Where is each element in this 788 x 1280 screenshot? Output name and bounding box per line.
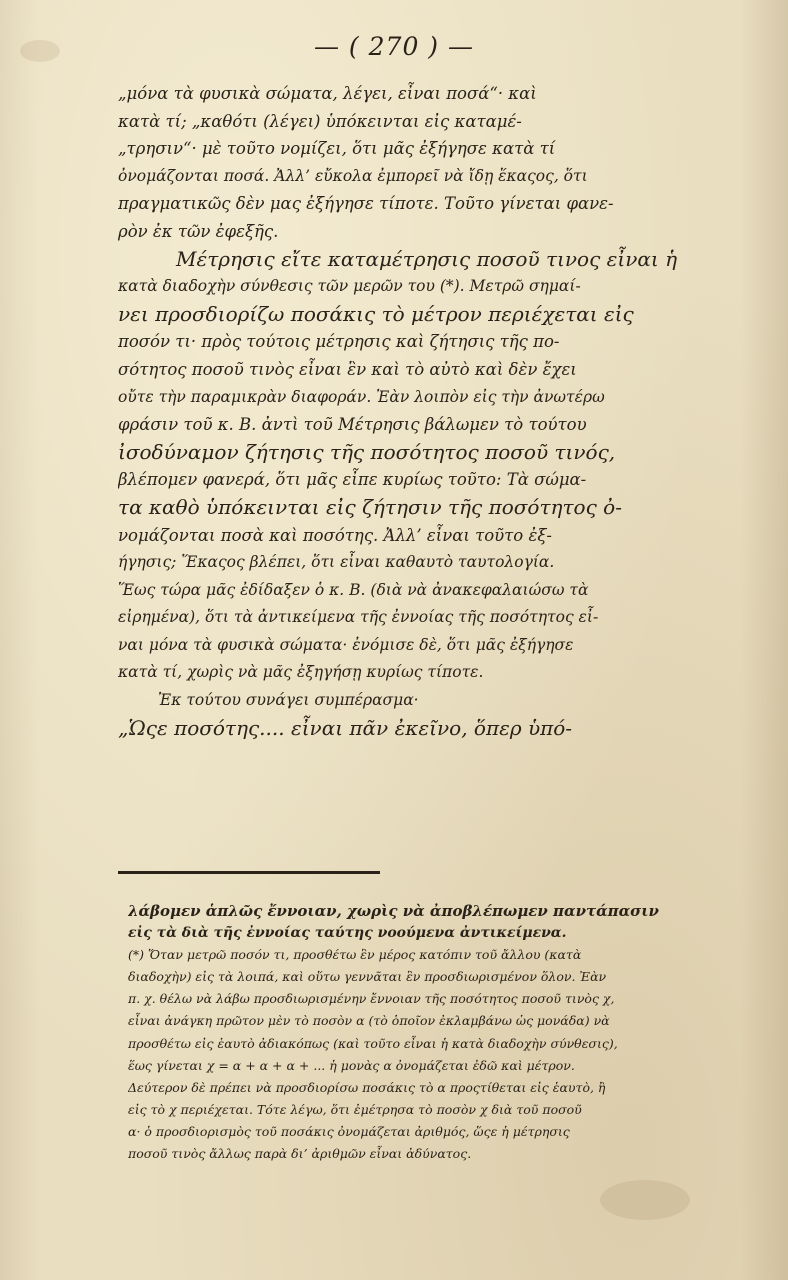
footnote-line: εἰς τὸ χ περιέχεται. Τότε λέγω, ὅτι ἐμέτρησα τὸ ποσὸν χ διὰ τοῦ ποσοῦ bbox=[128, 1101, 582, 1117]
footnote-line: π. χ. θέλω νὰ λάβω προσδιωρισμένην ἔννοιαν τῆς ποσότητος ποσοῦ τινὸς χ, bbox=[128, 991, 615, 1007]
text-line: ποσόν τι· πρὸς τούτοις μέτρησις καὶ ζήτησις τῆς πο- bbox=[118, 332, 560, 352]
text-line: ήγησις; Ἕκαςος βλέπει, ὅτι εἶναι καθαυτὸ ταυτολογία. bbox=[118, 553, 555, 572]
footnote-line: λάβομεν ἁπλῶς ἔννοιαν, χωρὶς νὰ ἀποβλέπωμεν παντάπασιν bbox=[128, 902, 659, 920]
paragraph-start-line: Μέτρησις εἴτε καταμέτρησις ποσοῦ τινος εἶναι ἡ bbox=[176, 246, 678, 271]
text-line: „Ὡςε ποσότης.... εἶναι πᾶν ἐκεῖνο, ὅπερ ὑπό- bbox=[118, 715, 573, 740]
text-line: φράσιν τοῦ κ. Β. ἀντὶ τοῦ Μέτρησις βάλωμεν τὸ τούτου bbox=[118, 415, 587, 435]
footnote-line: προσθέτω εἰς ἑαυτὸ ἀδιακόπως (καὶ τοῦτο εἶναι ἡ κατὰ διαδοχὴν σύνθεσις), bbox=[128, 1035, 618, 1051]
text-line: ναι μόνα τὰ φυσικὰ σώματα· ἐνόμισε δὲ, ὅτι μᾶς ἐξήγησε bbox=[118, 635, 574, 654]
text-line: βλέπομεν φανερά, ὅτι μᾶς εἶπε κυρίως τοῦτο: Τὰ σώμα- bbox=[118, 470, 587, 490]
text-line: σότητος ποσοῦ τινὸς εἶναι ἓν καὶ τὸ αὐτὸ καὶ δὲν ἔχει bbox=[118, 359, 577, 379]
page-number: — ( 270 ) — bbox=[313, 32, 474, 61]
text-line: ρὸν ἐκ τῶν ἐφεξῆς. bbox=[118, 221, 279, 241]
text-line: εἰρημένα), ὅτι τὰ ἀντικείμενα τῆς ἐννοίας τῆς ποσότητος εἶ- bbox=[118, 608, 599, 627]
footnote-line: α· ὁ προσδιορισμὸς τοῦ ποσάκις ὀνομάζεται ἀριθμός, ὥςε ἡ μέτρησις bbox=[128, 1123, 570, 1139]
text-line: κατὰ τί, χωρὶς νὰ μᾶς ἐξηγήσῃ κυρίως τίποτε. bbox=[118, 663, 484, 682]
footnote-line: διαδοχὴν) εἰς τὰ λοιπά, καὶ οὕτω γεννᾶται ἓν προσδιωρισμένον ὅλον. Ἐὰν bbox=[128, 969, 607, 985]
text-line: νει προσδιορίζω ποσάκις τὸ μέτρον περιέχεται εἰς bbox=[118, 301, 634, 326]
footnote-line: Δεύτερον δὲ πρέπει νὰ προσδιορίσω ποσάκις τὸ α προςτίθεται εἰς ἑαυτὸ, ἢ bbox=[128, 1079, 606, 1095]
text-line: πραγματικῶς δὲν μας ἐξήγησε τίποτε. Τοῦτο γίνεται φανε- bbox=[118, 194, 614, 214]
footnote-line: (*) Ὅταν μετρῶ ποσόν τι, προσθέτω ἓν μέρος κατόπιν τοῦ ἄλλου (κατὰ bbox=[128, 947, 582, 963]
text-line: κατὰ τί; „καθότι (λέγει) ὑπόκεινται εἰς καταμέ- bbox=[118, 111, 522, 131]
footnote-line: ἕως γίνεται χ = α + α + α + ... ἡ μονὰς α ὀνομάζεται ἐδῶ καὶ μέτρον. bbox=[128, 1057, 575, 1073]
text-line: νομάζονται ποσὰ καὶ ποσότης. Ἀλλ’ εἶναι τοῦτο ἐξ- bbox=[118, 525, 552, 545]
footnote-line: εἶναι ἀνάγκη πρῶτον μὲν τὸ ποσὸν α (τὸ ὁποῖον ἐκλαμβάνω ὡς μονάδα) νὰ bbox=[128, 1013, 610, 1029]
main-text-block bbox=[118, 80, 758, 742]
footnote-separator-rule bbox=[118, 871, 380, 874]
text-line: ὀνομάζονται ποσά. Ἀλλ’ εὔκολα ἐμπορεῖ νὰ ἴδῃ ἕκαςος, ὅτι bbox=[118, 166, 588, 185]
text-line: Ἕως τώρα μᾶς ἐδίδαξεν ὁ κ. Β. (διὰ νὰ ἀνακεφαλαιώσω τὰ bbox=[118, 580, 589, 599]
footnote-line: ποσοῦ τινὸς ἄλλως παρὰ δι’ ἀριθμῶν εἶναι ἀδύνατος. bbox=[128, 1146, 472, 1162]
paper-stain bbox=[600, 1180, 690, 1220]
footnote-line: εἰς τὰ διὰ τῆς ἐννοίας ταύτης νοούμενα ἀντικείμενα. bbox=[128, 925, 567, 942]
text-line: „μόνα τὰ φυσικὰ σώματα, λέγει, εἶναι ποσά“· καὶ bbox=[118, 84, 537, 103]
footnote-block bbox=[128, 900, 758, 1165]
text-line: κατὰ διαδοχὴν σύνθεσις τῶν μερῶν του (*). Μετρῶ σημαί- bbox=[118, 277, 581, 296]
text-line: Ἐκ τούτου συνάγει συμπέρασμα· bbox=[158, 691, 419, 710]
text-line: „τρησιν“· μὲ τοῦτο νομίζει, ὅτι μᾶς ἐξήγησε κατὰ τί bbox=[118, 139, 556, 159]
text-line: τα καθὸ ὑπόκεινται εἰς ζήτησιν τῆς ποσότητος ὀ- bbox=[118, 494, 622, 519]
text-line: οὔτε τὴν παραμικρὰν διαφοράν. Ἐὰν λοιπὸν εἰς τὴν ἀνωτέρω bbox=[118, 387, 605, 406]
text-line: ἰσοδύναμον ζήτησις τῆς ποσότητος ποσοῦ τινός, bbox=[118, 439, 616, 464]
